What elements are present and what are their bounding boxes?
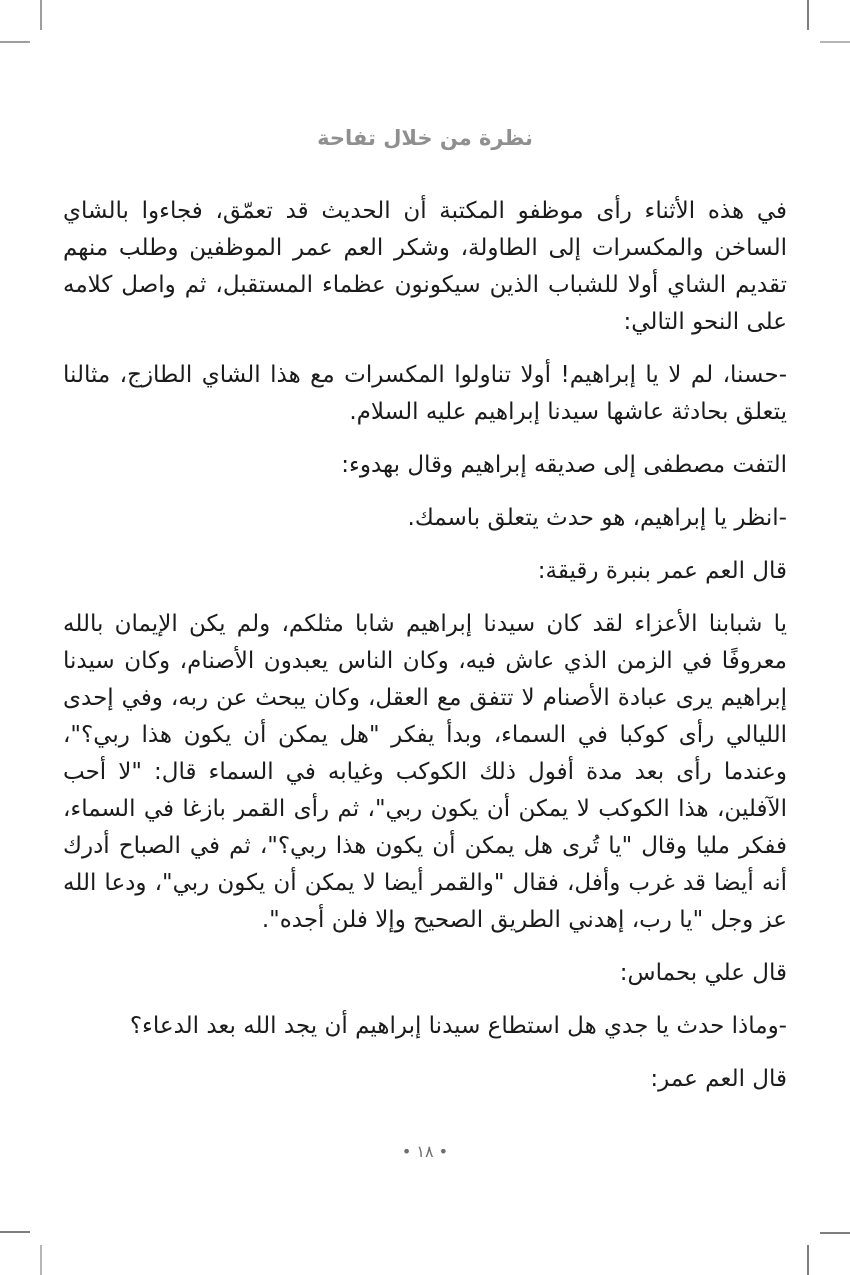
- crop-mark-top-right-vertical: [807, 0, 809, 30]
- paragraph-story: يا شبابنا الأعزاء لقد كان سيدنا إبراهيم شابا مثلكم، ولم يكن الإيمان بالله معروفًا في الزمن الذي عاش فيه، وكان الناس يعبدون الأصنام، وكان سيدنا إبراهيم يرى عبادة الأصنام لا تتفق مع العقل، وكان يبحث عن ربه، وفي إحدى الليالي رأى كوكبا في السماء، وبدأ يفكر "هل يمكن أن يكون هذا ربي؟"، وعندما رأى بعد مدة أفول ذلك الكوكب وغيابه في السماء قال: "لا أحب الآفلين، هذا الكوكب لا يمكن أن يكون ربي"، ثم رأى القمر بازغا في السماء، ففكر مليا وقال "يا تُرى هل يمكن أن يكون هذا ربي؟"، ثم في الصباح أدرك أنه أيضا قد غرب وأفل، فقال "والقمر أيضا لا يمكن أن يكون ربي"، ودعا الله عز وجل "يا رب، إهدني الطريق الصحيح وإلا فلن أجده".: [63, 611, 787, 933]
- paragraph-dialogue-1: -حسنا، لم لا يا إبراهيم! أولا تناولوا المكسرات مع هذا الشاي الطازج، مثالنا يتعلق بحادثة عاشها سيدنا إبراهيم عليه السلام.: [63, 362, 787, 425]
- paragraph-narration-3: قال العم عمر بنبرة رقيقة:: [537, 558, 787, 584]
- paragraph-dialogue-2: -انظر يا إبراهيم، هو حدث يتعلق باسمك.: [407, 505, 787, 531]
- crop-mark-top-left-horizontal: [0, 41, 30, 43]
- page-number: • ١٨ •: [401, 1142, 449, 1161]
- chapter-title: نظرة من خلال تفاحة: [317, 126, 533, 150]
- crop-mark-bottom-left-horizontal: [0, 1231, 30, 1233]
- paragraph-narration-4: قال علي بحماس:: [619, 960, 787, 986]
- crop-mark-top-left-vertical: [40, 0, 42, 30]
- paragraph-narration-1: في هذه الأثناء رأى موظفو المكتبة أن الحديث قد تعمّق، فجاءوا بالشاي الساخن والمكسرات إلى الطاولة، وشكر العم عمر الموظفين وطلب منهم تقديم الشاي أولا للشباب الذين سيكونون عظماء المستقبل، ثم واصل كلامه على النحو التالي:: [63, 198, 787, 335]
- paragraph-dialogue-3: -وماذا حدث يا جدي هل استطاع سيدنا إبراهيم أن يجد الله بعد الدعاء؟: [129, 1013, 787, 1039]
- crop-mark-bottom-right-horizontal: [820, 1232, 850, 1234]
- crop-mark-bottom-right-vertical: [807, 1245, 809, 1275]
- paragraph-narration-2: التفت مصطفى إلى صديقه إبراهيم وقال بهدوء:: [341, 452, 787, 478]
- crop-mark-bottom-left-vertical: [40, 1245, 42, 1275]
- crop-mark-top-right-horizontal: [820, 41, 850, 43]
- paragraph-narration-5: قال العم عمر:: [650, 1066, 787, 1092]
- page-content: [63, 0, 787, 1114]
- body-text: [63, 193, 787, 1098]
